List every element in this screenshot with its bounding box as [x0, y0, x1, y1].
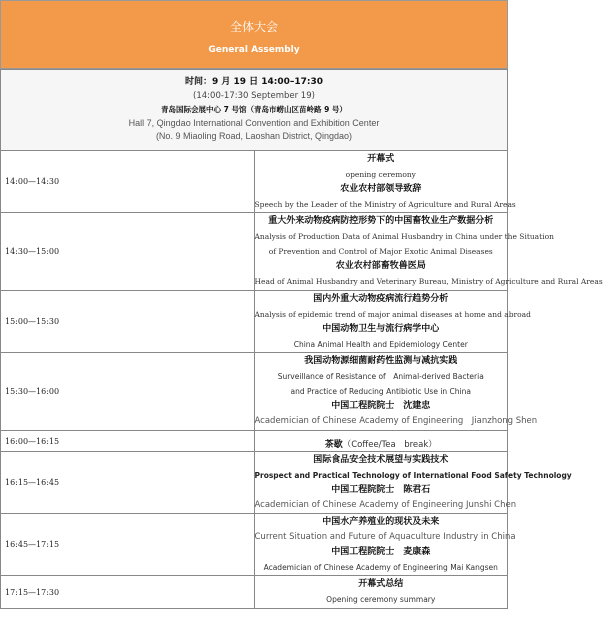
session-time: 17:15—17:30 — [1, 576, 255, 609]
session-title-zh: 重大外来动物疫病防控形势下的中国畜牧业生产数据分析 — [268, 216, 494, 226]
agenda-header — [0, 0, 508, 69]
session-speaker-zh: 中国工程院院士 沈建忠 — [331, 401, 431, 411]
session-row — [1, 353, 508, 431]
session-title-en: Opening ceremony summary — [326, 595, 436, 604]
session-content — [254, 213, 603, 291]
session-speaker-en: Speech by the Leader of the Ministry of Agriculture and Rural Areas — [254, 199, 516, 209]
session-title-en-2: of Prevention and Control of Major Exotic Animal Diseases — [268, 247, 493, 256]
session-title-zh: 国内外重大动物疫病流行趋势分析 — [313, 293, 449, 304]
session-content — [254, 514, 516, 576]
session-time: 15:30—16:00 — [1, 353, 255, 431]
session-title-zh: 开幕式 — [367, 153, 395, 164]
session-title-en: Current Situation and Future of Aquaculture Industry in China — [254, 531, 516, 542]
break-title-en: （Coffee/Tea break） — [342, 439, 437, 450]
session-speaker-en: Academician of Chinese Academy of Engineering Mai Kangsen — [263, 562, 498, 572]
header-title-en: General Assembly — [208, 45, 300, 55]
session-time: 14:30—15:00 — [1, 213, 255, 291]
session-speaker-zh: 中国动物卫生与流行病学中心 — [322, 323, 440, 334]
session-content — [254, 353, 538, 431]
session-speaker-zh: 中国工程院院士 陈君石 — [331, 484, 431, 495]
session-speaker-en: Academician of Chinese Academy of Engineering Junshi Chen — [254, 499, 517, 510]
agenda-table — [0, 69, 603, 609]
event-time-en: (14:00-17:30 September 19) — [193, 90, 315, 101]
session-time: 16:45—17:15 — [1, 514, 255, 576]
session-row — [1, 291, 508, 353]
session-title-zh: 开幕式总结 — [358, 579, 404, 589]
session-title-en: Analysis of epidemic trend of major animal diseases at home and abroad — [254, 309, 531, 319]
session-time: 16:00—16:15 — [1, 431, 255, 452]
session-title-en-1: Analysis of Production Data of Animal Husbandry in China under the Situation — [254, 232, 554, 241]
session-row — [1, 576, 508, 609]
session-time: 14:00—14:30 — [1, 151, 255, 213]
session-title-zh: 国际食品安全技术展望与实践技术 — [313, 454, 449, 465]
session-row — [1, 514, 508, 576]
session-speaker-en: Academician of Chinese Academy of Engineering Jianzhong Shen — [254, 416, 538, 426]
session-content — [254, 151, 516, 213]
event-venue-zh: 青岛国际会展中心 7 号馆（青岛市崂山区苗岭路 9 号） — [161, 105, 347, 115]
session-title-en-2: and Practice of Reducing Antibiotic Use in China — [290, 387, 471, 396]
header-title-zh: 全体大会 — [229, 20, 278, 34]
event-venue-en-2: (No. 9 Miaoling Road, Laoshan District, Qingdao) — [155, 131, 353, 142]
session-speaker-en: Head of Animal Husbandry and Veterinary Bureau, Ministry of Agriculture and Rural Areas — [254, 277, 603, 286]
session-title-en-1: Surveillance of Resistance of Animal-derived Bacteria — [277, 372, 484, 381]
info-row — [1, 70, 508, 151]
session-title-en: Prospect and Practical Technology of International Food Safety Technology — [254, 470, 572, 480]
break-title-zh: 茶歇 — [324, 439, 343, 450]
session-row — [1, 151, 508, 213]
session-time: 16:15—16:45 — [1, 452, 255, 514]
session-row — [1, 452, 508, 514]
event-venue-en-1: Hall 7, Qingdao International Convention and Exhibition Center — [128, 117, 380, 128]
session-speaker-en: China Animal Health and Epidemiology Center — [293, 339, 468, 349]
session-speaker-zh: 农业农村部领导致辞 — [340, 183, 422, 194]
session-speaker-zh: 中国工程院院士 麦康森 — [331, 546, 431, 557]
info-cell — [1, 70, 508, 151]
session-title-zh: 我国动物源细菌耐药性监测与减抗实践 — [304, 356, 458, 366]
session-content — [254, 576, 508, 609]
session-content — [254, 291, 531, 353]
session-title-zh: 中国水产养殖业的现状及未来 — [322, 516, 440, 527]
session-content — [254, 431, 508, 452]
session-content — [254, 452, 572, 514]
session-title-en: opening ceremony — [345, 169, 416, 179]
session-speaker-zh: 农业农村部畜牧兽医局 — [335, 261, 426, 271]
session-row — [1, 213, 508, 291]
session-time: 15:00—15:30 — [1, 291, 255, 353]
event-time-zh: 时间：9 月 19 日 14:00–17:30 — [184, 77, 324, 88]
session-row — [1, 431, 508, 452]
